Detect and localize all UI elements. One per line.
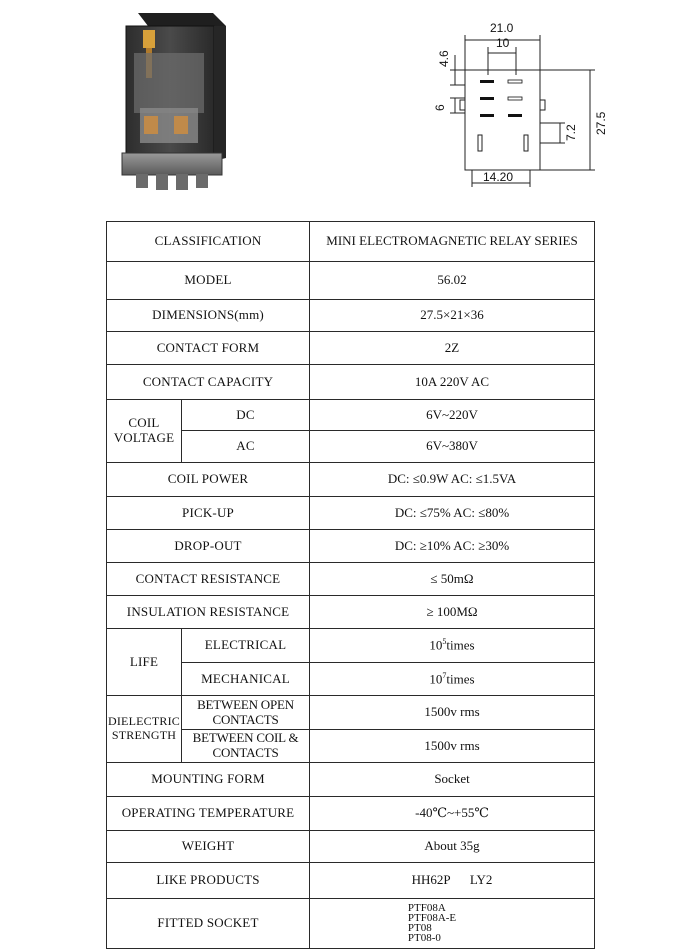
contact-resistance-value: ≤ 50mΩ	[310, 563, 595, 596]
row-contact-capacity	[107, 365, 595, 400]
fitted-socket-4: PT08-0	[407, 931, 441, 944]
fitted-socket-value	[310, 899, 595, 949]
model-label: MODEL	[107, 262, 310, 300]
row-coil-power	[107, 463, 595, 497]
row-classification	[107, 222, 595, 262]
contact-capacity-value: 10A 220V AC	[310, 365, 595, 400]
drop-out-label: DROP-OUT	[107, 530, 310, 563]
drop-out-value: DC: ≥10% AC: ≥30%	[310, 530, 595, 563]
dim-top-offset: 4.6	[437, 50, 451, 67]
dim-lower: 7.2	[564, 124, 578, 141]
dielectric-label	[107, 696, 182, 763]
coil-voltage-ac-label: AC	[182, 431, 310, 463]
dielectric-open-value: 1500v rms	[310, 696, 595, 730]
dimensions-value: 27.5×21×36	[310, 300, 595, 332]
dielectric-coil-label: BETWEEN COIL & CONTACTS	[182, 730, 310, 763]
weight-label: WEIGHT	[107, 831, 310, 863]
row-mounting-form	[107, 763, 595, 797]
coil-voltage-label-line1: COIL	[128, 415, 160, 431]
classification-label: CLASSIFICATION	[107, 222, 310, 262]
fitted-socket-1: PTF08A	[407, 901, 446, 914]
fitted-socket-2: PTF08A-E	[407, 911, 457, 924]
row-fitted-socket	[107, 899, 595, 949]
dim-bottom: 14.20	[483, 170, 514, 184]
dimension-drawing	[420, 15, 610, 195]
dielectric-coil-value: 1500v rms	[310, 730, 595, 763]
mounting-form-value: Socket	[310, 763, 595, 797]
dielectric-label-line1: DIELECTRIC	[108, 714, 180, 729]
coil-voltage-dc-value: 6V~220V	[310, 400, 595, 431]
row-like-products	[107, 863, 595, 899]
fitted-socket-3: PT08	[407, 921, 432, 934]
model-value: 56.02	[310, 262, 595, 300]
dim-height: 27.5	[594, 111, 608, 135]
dielectric-label-line2: STRENGTH	[111, 728, 177, 742]
coil-power-label: COIL POWER	[107, 463, 310, 497]
like-product-2: LY2	[469, 872, 493, 888]
row-operating-temperature	[107, 797, 595, 831]
life-mechanical-value	[310, 663, 595, 696]
life-electrical-unit: times	[446, 637, 475, 653]
life-mechanical-label: MECHANICAL	[182, 663, 310, 696]
coil-voltage-label	[107, 400, 182, 463]
mounting-form-label: MOUNTING FORM	[107, 763, 310, 797]
pick-up-value: DC: ≤75% AC: ≤80%	[310, 497, 595, 530]
contact-resistance-label: CONTACT RESISTANCE	[107, 563, 310, 596]
insulation-resistance-label: INSULATION RESISTANCE	[107, 596, 310, 629]
spec-table	[106, 221, 595, 949]
dim-width: 21.0	[490, 21, 514, 35]
row-coil-voltage-dc	[107, 400, 595, 431]
life-mechanical-exp: 7	[442, 670, 447, 680]
classification-value: MINI ELECTROMAGNETIC RELAY SERIES	[310, 222, 595, 262]
dielectric-open-label: BETWEEN OPEN CONTACTS	[182, 696, 310, 730]
life-label: LIFE	[107, 629, 182, 696]
contact-form-label: CONTACT FORM	[107, 332, 310, 365]
life-electrical-label: ELECTRICAL	[182, 629, 310, 663]
coil-voltage-ac-value: 6V~380V	[310, 431, 595, 463]
dim-pitch: 6	[433, 104, 447, 111]
row-life-electrical	[107, 629, 595, 663]
life-mechanical-unit: times	[446, 671, 475, 687]
life-mechanical-base: 10	[429, 671, 443, 687]
fitted-socket-label: FITTED SOCKET	[107, 899, 310, 949]
life-electrical-base: 10	[429, 637, 443, 653]
contact-capacity-label: CONTACT CAPACITY	[107, 365, 310, 400]
row-dimensions	[107, 300, 595, 332]
operating-temperature-label: OPERATING TEMPERATURE	[107, 797, 310, 831]
pick-up-label: PICK-UP	[107, 497, 310, 530]
like-products-value	[310, 863, 595, 899]
life-electrical-value	[310, 629, 595, 663]
relay-photo	[118, 8, 228, 198]
like-products-label: LIKE PRODUCTS	[107, 863, 310, 899]
weight-value: About 35g	[310, 831, 595, 863]
row-weight	[107, 831, 595, 863]
row-pick-up	[107, 497, 595, 530]
coil-voltage-label-line2: VOLTAGE	[113, 430, 175, 445]
row-dielectric-open	[107, 696, 595, 730]
row-contact-form	[107, 332, 595, 365]
row-insulation-resistance	[107, 596, 595, 629]
row-drop-out	[107, 530, 595, 563]
coil-power-value: DC: ≤0.9W AC: ≤1.5VA	[310, 463, 595, 497]
operating-temperature-value: -40℃~+55℃	[310, 797, 595, 831]
dim-pin-span: 10	[496, 36, 510, 50]
like-product-1: HH62P	[411, 872, 451, 888]
row-model	[107, 262, 595, 300]
coil-voltage-dc-label: DC	[182, 400, 310, 431]
product-header	[0, 0, 700, 215]
contact-form-value: 2Z	[310, 332, 595, 365]
dimensions-label: DIMENSIONS(mm)	[107, 300, 310, 332]
insulation-resistance-value: ≥ 100MΩ	[310, 596, 595, 629]
life-electrical-exp: 5	[442, 637, 447, 647]
row-contact-resistance	[107, 563, 595, 596]
